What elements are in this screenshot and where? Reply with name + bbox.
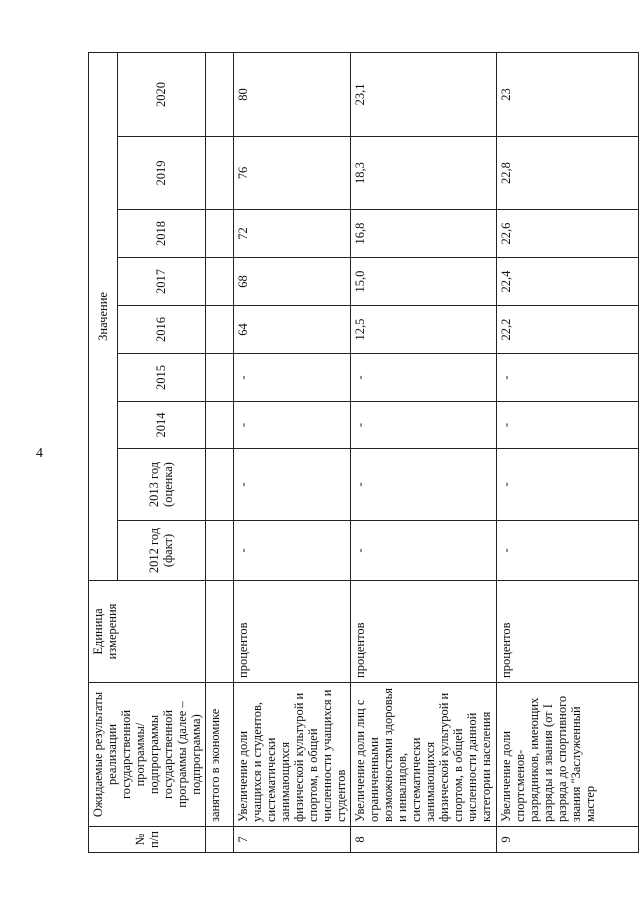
- value-2019: 18,3: [351, 137, 497, 210]
- header-year-2013: 2013 год (оценка): [117, 449, 205, 521]
- row-number: 8: [351, 827, 497, 853]
- header-year-2015: 2015: [117, 354, 205, 402]
- value-2019: 76: [234, 137, 351, 210]
- header-year-2018: 2018: [117, 210, 205, 258]
- row-description: Увеличение доли спортсменов-разрядников, имеющих разряды и звания (от I разряда до спортивного звания "Заслуженный мастер: [497, 683, 639, 827]
- header-year-2012: 2012 год (факт): [117, 521, 205, 581]
- table-row: [351, 52, 497, 852]
- header-unit: Единица измерения: [89, 581, 206, 683]
- value-2019: 22,8: [497, 137, 639, 210]
- value-2018: 72: [234, 210, 351, 258]
- value-2014: -: [351, 402, 497, 449]
- row-number: 9: [497, 827, 639, 853]
- header-year-2014: 2014: [117, 402, 205, 449]
- value-2013: -: [497, 449, 639, 521]
- continuation-row: [206, 52, 234, 852]
- value-2017: 15,0: [351, 258, 497, 306]
- header-row-1: [89, 52, 118, 852]
- header-year-2016: 2016: [117, 306, 205, 354]
- continuation-text: занятого в экономике: [206, 683, 234, 827]
- row-description: Увеличение доли учащихся и студентов, систематически занимающихся физической культурой и спортом, в общей численности учащихся и студентов: [234, 683, 351, 827]
- row-unit: процентов: [497, 581, 639, 683]
- header-year-2020: 2020: [117, 52, 205, 136]
- value-2018: 22,6: [497, 210, 639, 258]
- value-2013: -: [234, 449, 351, 521]
- value-2017: 22,4: [497, 258, 639, 306]
- value-2016: 12,5: [351, 306, 497, 354]
- value-2012: -: [497, 521, 639, 581]
- row-unit: процентов: [351, 581, 497, 683]
- value-2015: -: [497, 354, 639, 402]
- value-2015: -: [351, 354, 497, 402]
- value-2020: 23,1: [351, 52, 497, 136]
- value-2020: 80: [234, 52, 351, 136]
- value-2015: -: [234, 354, 351, 402]
- value-2017: 68: [234, 258, 351, 306]
- value-2012: -: [234, 521, 351, 581]
- value-2014: -: [497, 402, 639, 449]
- value-2018: 16,8: [351, 210, 497, 258]
- page-number: 4: [36, 446, 43, 461]
- row-number: 7: [234, 827, 351, 853]
- value-2020: 23: [497, 52, 639, 136]
- value-2013: -: [351, 449, 497, 521]
- table-row: [497, 52, 639, 852]
- rotated-table-wrapper: [88, 53, 597, 853]
- header-num: № п/п: [89, 827, 206, 853]
- table-row: [234, 52, 351, 852]
- header-value-group: Значение: [89, 52, 118, 580]
- value-2016: 64: [234, 306, 351, 354]
- value-2014: -: [234, 402, 351, 449]
- header-year-2019: 2019: [117, 137, 205, 210]
- row-description: Увеличение доли лиц с ограниченными возможностями здоровья и инвалидов, систематически занимающихся физической культурой и спортом, в общей численности данной категории населения: [351, 683, 497, 827]
- value-2016: 22,2: [497, 306, 639, 354]
- header-year-2017: 2017: [117, 258, 205, 306]
- row-unit: процентов: [234, 581, 351, 683]
- value-2012: -: [351, 521, 497, 581]
- results-table: [88, 52, 639, 853]
- header-desc: Ожидаемые результаты реализации государственной программы/подпрограммы государственной программы (далее – подпрограмма): [89, 683, 206, 827]
